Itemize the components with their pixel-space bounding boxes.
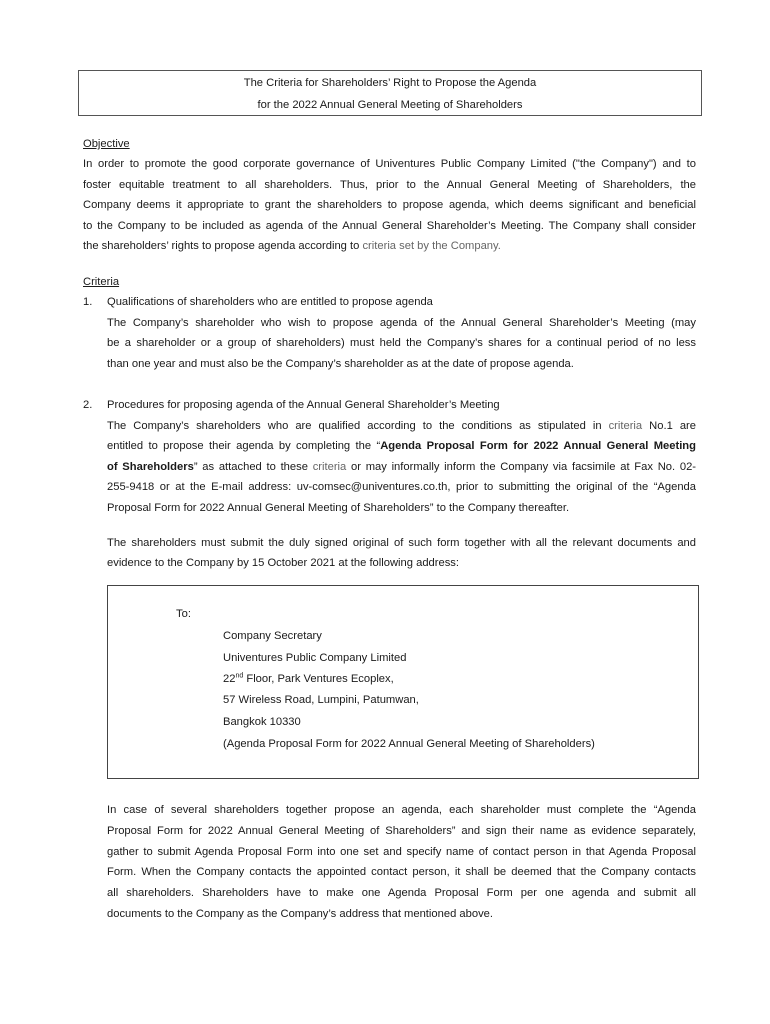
item-text: ” as attached to these: [193, 461, 313, 473]
item-line: [107, 460, 696, 474]
address-line: Company Secretary: [223, 630, 322, 642]
objective-heading: Objective: [83, 138, 130, 150]
floor-number: 22: [223, 673, 236, 685]
title-box: [78, 70, 702, 116]
closing-line: Form. When the Company contacts the appointed contact person, it shall be deemed that the Company contacts: [107, 866, 696, 878]
item-text: The Company’s shareholders who are qualified according to the conditions as stipulated in: [107, 420, 609, 432]
address-line: 57 Wireless Road, Lumpini, Patumwan,: [223, 694, 419, 706]
title-line-1: The Criteria for Shareholders’ Right to Propose the Agenda: [243, 77, 537, 89]
item-line: The Company’s shareholder who wish to propose agenda of the Annual General Shareholder’s Meeting (may: [107, 317, 696, 329]
objective-line: In order to promote the good corporate governance of Univentures Public Company Limited ("the Company") and to: [83, 158, 696, 170]
item-title: Qualifications of shareholders who are entitled to propose agenda: [107, 296, 433, 308]
floor-rest: Floor, Park Ventures Ecoplex,: [243, 673, 394, 685]
closing-line: Proposal Form for 2022 Annual General Meeting of Shareholders” and sign their name as evidence separately,: [107, 825, 696, 837]
item-line: than one year and must also be the Company’s shareholder as at the date of propose agenda.: [107, 358, 574, 370]
item-text: entitled to propose their agenda by completing the “: [107, 440, 381, 452]
objective-line: foster equitable treatment to all shareholders. Thus, prior to the Annual General Meeting of Shareholders, the: [83, 179, 696, 191]
address-line: Bangkok 10330: [223, 716, 301, 728]
address-line: [223, 672, 394, 686]
item-title: Procedures for proposing agenda of the Annual General Shareholder’s Meeting: [107, 399, 500, 411]
item-line: [107, 419, 696, 433]
address-line: Univentures Public Company Limited: [223, 652, 407, 664]
item-number: 1.: [83, 296, 93, 308]
criteria-reference: criteria: [312, 461, 347, 473]
title-line-2: for the 2022 Annual General Meeting of Shareholders: [257, 99, 523, 111]
submit-line: evidence to the Company by 15 October 2021 at the following address:: [107, 557, 460, 569]
criteria-reference: criteria: [608, 420, 643, 432]
item-line: Proposal Form for 2022 Annual General Meeting of Shareholders” to the Company thereafter.: [107, 502, 570, 514]
address-line: (Agenda Proposal Form for 2022 Annual General Meeting of Shareholders): [223, 738, 595, 750]
item-line: 255-9418 or at the E-mail address: uv-comsec@univentures.co.th, prior to submitting the original of the “Agenda: [107, 481, 696, 493]
criteria-reference: criteria set by the Company.: [362, 240, 501, 252]
item-text: or may informally inform the Company via facsimile at Fax No. 02-: [346, 461, 697, 473]
closing-line: In case of several shareholders together propose an agenda, each shareholder must complete the “Agenda: [107, 804, 696, 816]
item-line: be a shareholder or a group of shareholders) must held the Company’s shares for a continual period of no less: [107, 337, 696, 349]
floor-suffix: nd: [235, 672, 244, 680]
closing-line: all shareholders. Shareholders have to make one Agenda Proposal Form per one agenda and submit all: [107, 887, 696, 899]
objective-line: to the Company to be included as agenda of the Annual General Shareholder’s Meeting. The Company shall consider: [83, 220, 696, 232]
address-to-label: To:: [176, 608, 191, 620]
criteria-heading: Criteria: [83, 276, 120, 288]
item-line: [107, 439, 696, 453]
objective-line: Company deems it appropriate to grant the shareholders to propose agenda, which deems significant and beneficial: [83, 199, 696, 211]
form-name-bold: of Shareholders: [107, 461, 194, 473]
submit-line: The shareholders must submit the duly signed original of such form together with all the relevant documents and: [107, 537, 696, 549]
item-text: No.1 are: [642, 420, 696, 432]
closing-line: gather to submit Agenda Proposal Form into one set and specify name of contact person in that Agenda Proposal: [107, 846, 696, 858]
objective-line: [83, 239, 501, 253]
form-name-bold: Agenda Proposal Form for 2022 Annual General Meeting: [380, 440, 696, 452]
objective-text: the shareholders’ rights to propose agenda according to: [83, 240, 363, 252]
closing-line: documents to the Company as the Company’s address that mentioned above.: [107, 908, 493, 920]
item-number: 2.: [83, 399, 93, 411]
